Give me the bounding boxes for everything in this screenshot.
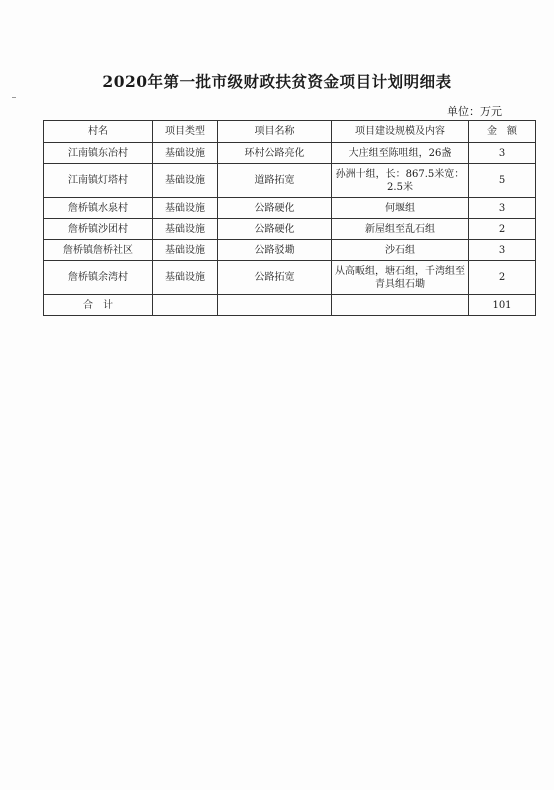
cell-project-name: 公路驳墈 (218, 240, 332, 261)
header-project-name: 项目名称 (218, 121, 332, 143)
cell-project-type: 基础设施 (153, 143, 218, 164)
cell-project-type: 基础设施 (153, 240, 218, 261)
cell-project-type: 基础设施 (153, 261, 218, 295)
total-row (44, 295, 536, 316)
cell-scale-content: 新屋组至乱石组 (332, 219, 469, 240)
table-row (44, 261, 536, 295)
cell-village: 詹桥镇沙团村 (44, 219, 153, 240)
document-title: 2020年第一批市级财政扶贫资金项目计划明细表 (102, 72, 452, 91)
table-row (44, 198, 536, 219)
header-village: 村名 (44, 121, 153, 143)
header-scale-content: 项目建设规模及内容 (332, 121, 469, 143)
cell-project-name: 公路拓宽 (218, 261, 332, 295)
total-label: 合 计 (44, 295, 153, 316)
cell-scale-content: 沙石组 (332, 240, 469, 261)
empty-cell (218, 295, 332, 316)
header-amount: 金 额 (469, 121, 536, 143)
table-row (44, 240, 536, 261)
cell-amount: 3 (469, 143, 536, 164)
cell-scale-content: 孙洲十组，长：867.5米宽：2.5米 (332, 164, 469, 198)
cell-project-type: 基础设施 (153, 219, 218, 240)
cell-amount: 5 (469, 164, 536, 198)
cell-amount: 2 (469, 219, 536, 240)
cell-project-name: 公路硬化 (218, 198, 332, 219)
cell-village: 詹桥镇余湾村 (44, 261, 153, 295)
table-row (44, 219, 536, 240)
total-amount: 101 (469, 295, 536, 316)
project-table (43, 120, 536, 316)
header-row (44, 121, 536, 143)
cell-project-type: 基础设施 (153, 198, 218, 219)
header-project-type: 项目类型 (153, 121, 218, 143)
unit-label: 单位：万元 (447, 105, 502, 118)
cell-village: 江南镇东冶村 (44, 143, 153, 164)
cell-amount: 3 (469, 198, 536, 219)
table-row (44, 143, 536, 164)
empty-cell (153, 295, 218, 316)
cell-amount: 3 (469, 240, 536, 261)
cell-village: 詹桥镇水泉村 (44, 198, 153, 219)
cell-project-name: 公路硬化 (218, 219, 332, 240)
empty-cell (332, 295, 469, 316)
cell-scale-content: 何堰组 (332, 198, 469, 219)
cell-village: 詹桥镇詹桥社区 (44, 240, 153, 261)
table-row (44, 164, 536, 198)
cell-amount: 2 (469, 261, 536, 295)
cell-project-type: 基础设施 (153, 164, 218, 198)
cell-village: 江南镇灯塔村 (44, 164, 153, 198)
cell-project-name: 道路拓宽 (218, 164, 332, 198)
cell-project-name: 环村公路亮化 (218, 143, 332, 164)
cell-scale-content: 从高畈组，塘石组，千湾组至青具组石墈 (332, 261, 469, 295)
cell-scale-content: 大庄组至陈咀组，26盏 (332, 143, 469, 164)
scan-mark (12, 97, 16, 98)
